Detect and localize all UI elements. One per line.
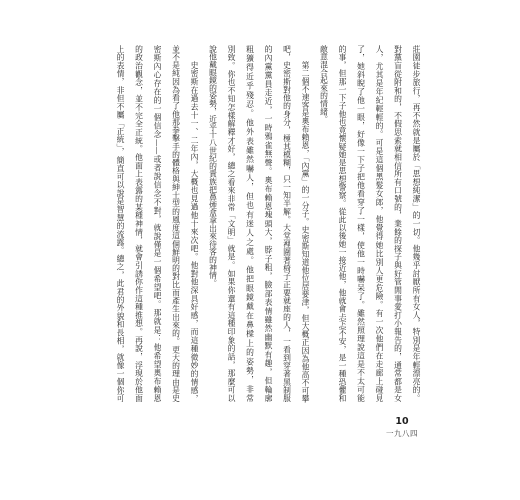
text-column: 密斯內心存在的一個信念——或者說信念不對，就說僅是一個希望吧。那就是：他希望奧布賴恩: [153, 45, 162, 402]
text-column: 的政治觀念，並不完全正統。他面上表露的某種神情，就會引誘你作這種推想。再說，浮現於他面: [134, 45, 144, 402]
text-column: 上的表情，非但不屬「正統」，簡直可以說是智慧的流露。總之，此君的外貌和長相，就像一個你可: [116, 45, 125, 402]
text-column: 別致。你也不知怎樣解釋才好，總之看來非常「文明」就是。如果你還有這種印象的話，那麼可以: [227, 45, 236, 402]
text-column: 對黨盲從附和的，不假思索就相信所有口號的，業餘的探子與好管閒事愛打小報告的，通常都是女: [393, 45, 403, 402]
running-book-title: 一九八四: [386, 429, 418, 438]
page-number: 10: [395, 416, 409, 427]
text-column: 吧，史密斯對他的身分，極其模糊，只一知半解。大堂裡圍著椅子正要就座的人，一看到穿著黑制服: [282, 45, 292, 402]
text-column: 粗獷得近乎殘忍。他外表雖然嚇人，但也有迷人之處。他把眼鏡戴在鼻樑上的姿勢，非常: [245, 45, 255, 402]
text-column: 了，她斜睨了他一眼，好像一下子把他看穿了一樣，使他一時嚇呆了。雖然照理說這是不太可能: [356, 45, 366, 402]
text-column: 第二個不速客是奧布賴恩，「內黨」的一分子。史密斯知道他位居要津，但大概正因為他高不可攀: [301, 60, 310, 402]
text-column: 的事，但那一下子他也竟懷疑她是思想警察。從此以後她一接近他，他就會忐忑不安，是一種恐懼和: [338, 45, 347, 402]
text-column: 史密斯在過去十一、二年內，大概也見過他十來次吧。他對他深具好感，而這種微妙的情感，: [190, 60, 199, 402]
text-column: 的內黨黨員走近，一時鴉雀無聲。奧布賴恩塊頭大，脖子粗，臉部表情雖然幽默有趣，但輪廓: [264, 45, 273, 402]
text-column: 敵意混合起來的情緒。: [319, 45, 329, 123]
text-column: 說他戴眼鏡的姿勢，近乎十八世紀的貴族把鼻煙盒拿出來待客的神情。: [208, 45, 218, 287]
page-body: [110, 45, 425, 402]
text-column: 莊園徒步旅行，再不然就是屬於「思想純潔」的一切。他幾乎討厭所有女人，特別是年輕漂亮的。: [412, 45, 421, 402]
page-footer: [386, 415, 418, 440]
text-column: 並不是純因為看了他那拳擊手的體格與紳士型的風度這個鮮明的對比而產生出來的。更大的理由是史: [171, 45, 181, 402]
text-column: 人，尤其是年紀輕輕的。可是這個黑髮女郎，他覺得她比別人更危險。有一次他們在走廊上碰見: [375, 45, 384, 402]
